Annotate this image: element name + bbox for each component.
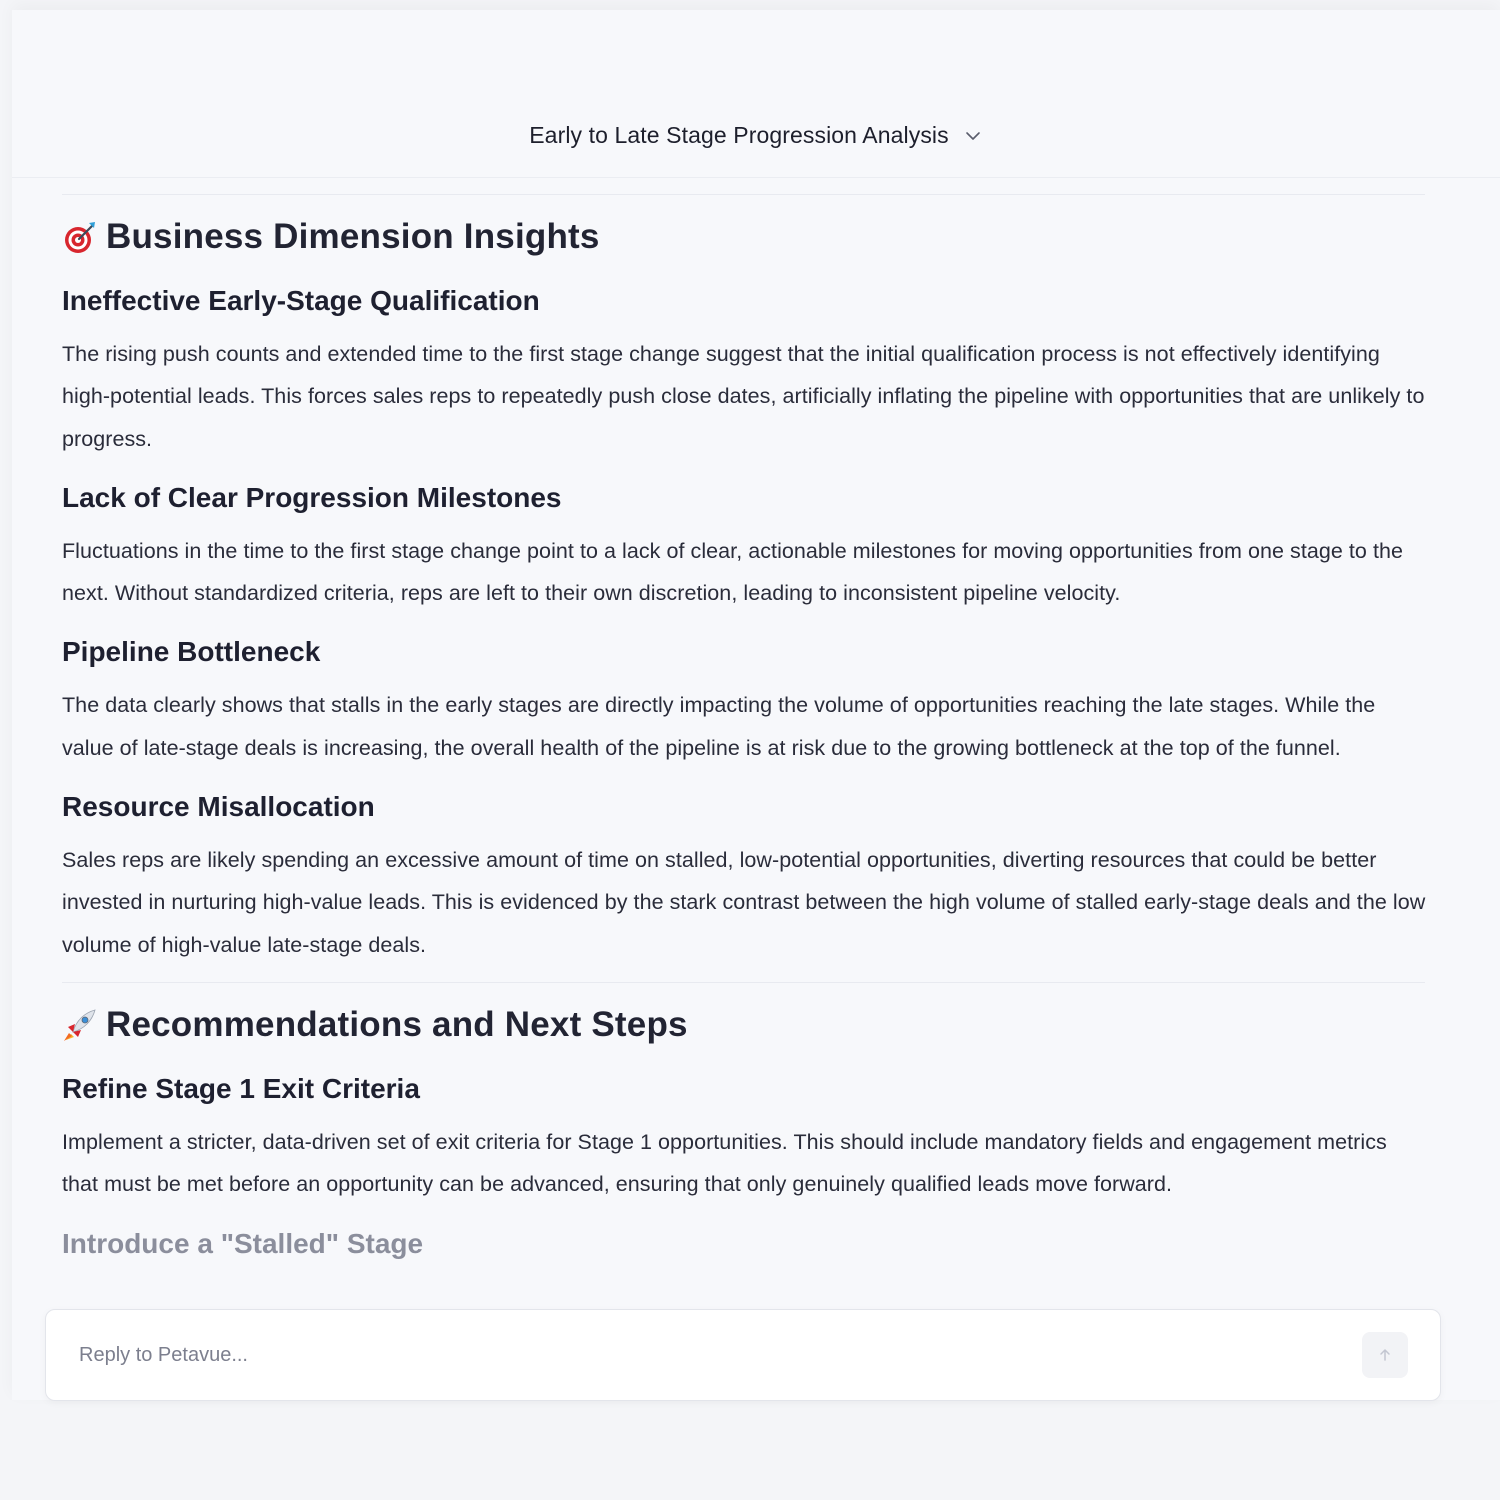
reply-input[interactable] bbox=[79, 1338, 1339, 1372]
send-button[interactable] bbox=[1362, 1332, 1408, 1378]
chevron-down-icon bbox=[963, 126, 983, 146]
recommendation-heading: Refine Stage 1 Exit Criteria bbox=[62, 1072, 420, 1104]
insight-heading: Resource Misallocation bbox=[62, 791, 375, 823]
conversation-header bbox=[12, 10, 1500, 178]
insight-body: The rising push counts and extended time to the first stage change suggest that the initial qualification process is not effectively identifying high-potential leads. This forces sales reps to repeatedly push close dates, artificially inflating the pipeline with opportunities that are unlikely to progress. bbox=[62, 342, 1425, 451]
message-content bbox=[62, 194, 1427, 1320]
conversation-title-dropdown[interactable] bbox=[529, 122, 983, 149]
insight-heading: Ineffective Early-Stage Qualification bbox=[62, 285, 540, 316]
section-heading-recommendations bbox=[62, 999, 1427, 1051]
section-heading-insights bbox=[62, 211, 1427, 263]
insight-body: Sales reps are likely spending an excessive amount of time on stalled, low-potential opportunities, diverting resources that could be better invested in nurturing high-value leads. This is evidenced by the stark contrast between the high volume of stalled early-stage deals and the low volume of high-value late-stage deals. bbox=[62, 848, 1426, 957]
insight-heading: Lack of Clear Progression Milestones bbox=[62, 481, 562, 513]
insight-body: Fluctuations in the time to the first stage change point to a lack of clear, actionable milestones for moving opportunities from one stage to the next. Without standardized criteria, reps are left to their own discretion, leading to inconsistent pipeline velocity. bbox=[62, 538, 1403, 606]
conversation-title: Early to Late Stage Progression Analysis bbox=[529, 122, 949, 148]
insight-heading: Pipeline Bottleneck bbox=[62, 636, 321, 668]
section-title: Recommendations and Next Steps bbox=[106, 1004, 688, 1044]
recommendation-heading: Introduce a "Stalled" Stage bbox=[62, 1227, 424, 1259]
direct-hit-target-icon bbox=[62, 219, 98, 255]
conversation-panel bbox=[12, 10, 1500, 1400]
rocket-icon bbox=[62, 1007, 98, 1043]
arrow-up-icon bbox=[1376, 1346, 1394, 1364]
recommendation-body: Implement a stricter, data-driven set of exit criteria for Stage 1 opportunities. This should include mandatory fields and engagement metrics that must be met before an opportunity can be advanced, ensuring that only genuinely qualified leads move forward. bbox=[62, 1129, 1387, 1197]
divider bbox=[62, 194, 1425, 195]
divider bbox=[62, 982, 1425, 983]
insight-body: The data clearly shows that stalls in the early stages are directly impacting the volume of opportunities reaching the late stages. While the value of late-stage deals is increasing, the overall health of the pipeline is at risk due to the growing bottleneck at the top of the funnel. bbox=[62, 693, 1376, 760]
reply-composer bbox=[45, 1309, 1441, 1401]
section-title: Business Dimension Insights bbox=[106, 217, 600, 256]
